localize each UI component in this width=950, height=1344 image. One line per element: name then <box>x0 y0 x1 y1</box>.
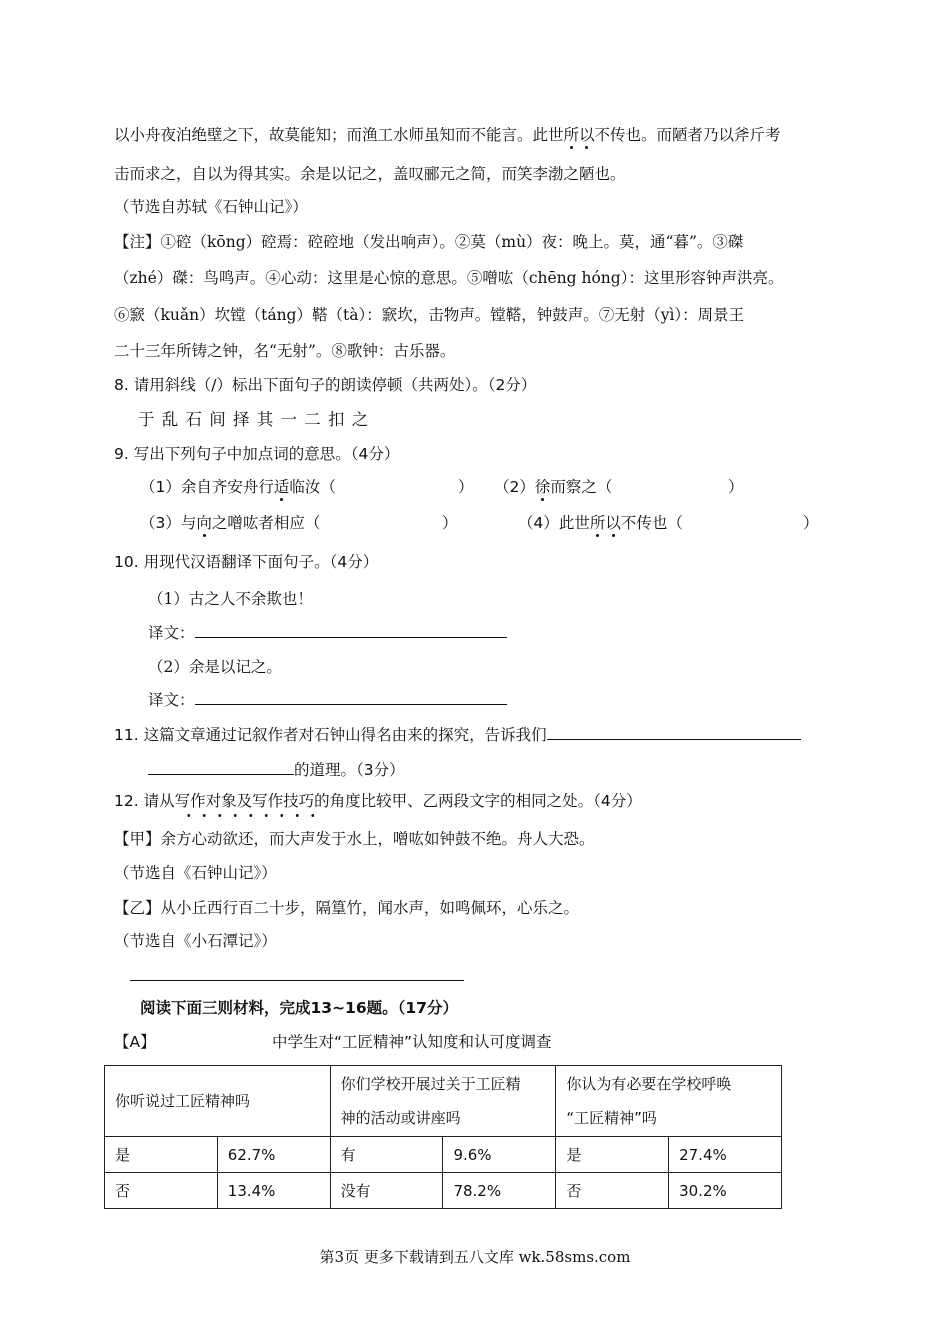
survey-table <box>104 1065 782 1209</box>
dotted-char: 徐 <box>534 478 551 496</box>
dotted-char: 以 <box>605 514 621 532</box>
table-cell: 有 <box>330 1137 443 1173</box>
answer-line[interactable] <box>547 723 801 740</box>
table-cell: 27.4% <box>669 1137 782 1173</box>
table-cell: 30.2% <box>669 1173 782 1209</box>
q9-item-4-close: ） <box>803 514 819 532</box>
note-line-4: 二十三年所铸之钟，名“无射”。⑧歌钟：古乐器。 <box>114 342 456 360</box>
passage-text: 以小舟夜泊绝壁之下，故莫能知；而渔工水师虽知而不能言。此世 <box>114 126 564 144</box>
q10-prompt: 10. 用现代汉语翻译下面句子。（4分） <box>114 553 379 571</box>
note-line-1: 【注】①硿（kōng）硿焉：硿硿地（发出响声）。②莫（mù）夜：晚上。莫，通“暮”。③磔 <box>114 233 744 251</box>
q9-item-text: 不传也（ <box>620 514 683 532</box>
table-header-cell <box>330 1066 556 1137</box>
dotted-char: 所 <box>563 126 580 144</box>
passage-source: （节选自苏轼《石钟山记》） <box>114 198 308 216</box>
passage-text: 不传也。而陋者乃以斧斤考 <box>594 126 781 144</box>
q9-item-text: （2） <box>494 478 535 496</box>
q12-jia: 【甲】余方心动欲还，而大声发于水上，噌吰如钟鼓不绝。舟人大恐。 <box>114 830 595 848</box>
q12-jia-source: （节选自《石钟山记》） <box>114 864 277 882</box>
q10-sentence-1: （1）古之人不余欺也！ <box>148 590 313 608</box>
emphasis-dots <box>175 814 315 817</box>
dotted-char: 向 <box>196 514 212 532</box>
q8-prompt: 8. 请用斜线（/）标出下面句子的朗读停顿（共两处）。（2分） <box>114 376 537 394</box>
translation-label: 译文： <box>148 691 195 709</box>
table-cell: 62.7% <box>217 1137 330 1173</box>
q9-item-4 <box>518 512 683 534</box>
q11-line-2 <box>148 758 405 781</box>
passage-line-2: 击而求之，自以为得其实。余是以记之，盖叹郦元之简，而笑李渤之陋也。 <box>114 165 626 183</box>
q9-item-1-close: ） <box>458 478 474 496</box>
note-line-2: （zhé）磔：鸟鸣声。④心动：这里是心惊的意思。⑤噌吰（chēng hóng）：这里形容钟声洪亮。 <box>114 269 784 287</box>
dotted-phrase <box>175 792 315 810</box>
table-header-cell <box>556 1066 782 1137</box>
table-header-row <box>105 1066 782 1137</box>
table-cell: 否 <box>105 1173 218 1209</box>
table-cell: 否 <box>556 1173 669 1209</box>
q12-yi: 【乙】从小丘西行百二十步，隔篁竹，闻水声，如鸣佩环，心乐之。 <box>114 899 580 917</box>
translation-label: 译文： <box>148 624 195 642</box>
q9-item-2 <box>494 476 612 498</box>
dotted-phrase-text: 写作对象及写作技巧 <box>174 792 315 810</box>
q10-sentence-2: （2）余是以记之。 <box>148 658 282 676</box>
table-cell: 13.4% <box>217 1173 330 1209</box>
q9-prompt: 9. 写出下列句子中加点词的意思。（4分） <box>114 445 400 463</box>
q9-item-text: （1）余自齐安舟行 <box>140 478 274 496</box>
answer-line[interactable] <box>130 980 464 981</box>
q11-prompt <box>114 723 801 746</box>
header-text: 你认为有必要在学校呼唤 <box>566 1075 732 1093</box>
section-heading: 阅读下面三则材料，完成13~16题。（17分） <box>140 999 458 1017</box>
header-text: 你们学校开展过关于工匠精 <box>340 1075 521 1093</box>
answer-line[interactable] <box>148 758 294 775</box>
dotted-char: 所 <box>589 514 606 532</box>
table-cell: 没有 <box>330 1173 443 1209</box>
q12-yi-source: （节选自《小石潭记》） <box>114 932 277 950</box>
answer-line[interactable] <box>195 621 507 638</box>
table-cell: 78.2% <box>443 1173 556 1209</box>
table-row <box>105 1137 782 1173</box>
answer-line[interactable] <box>195 688 507 705</box>
note-line-3: ⑥窾（kuǎn）坎镗（táng）鞳（tà）：窾坎，击物声。镗鞳，钟鼓声。⑦无射（yì）：周景王 <box>114 306 745 324</box>
q11-suffix: 的道理。（3分） <box>294 761 405 779</box>
table-cell: 是 <box>105 1137 218 1173</box>
passage-line-1 <box>114 124 781 146</box>
q12-prompt <box>114 790 642 812</box>
table-row <box>105 1173 782 1209</box>
header-text: 神的活动或讲座吗 <box>340 1109 461 1127</box>
q9-item-3-close: ） <box>442 514 458 532</box>
q12-text: 的角度比较甲、乙两段文字的相同之处。（4分） <box>314 792 642 810</box>
q9-item-3 <box>140 512 320 534</box>
q12-text: 12. 请从 <box>114 792 175 810</box>
dotted-char: 以 <box>579 126 595 144</box>
q9-item-1 <box>140 476 336 498</box>
table-cell: 9.6% <box>443 1137 556 1173</box>
q10-answer-2 <box>148 688 507 711</box>
q9-item-text: 之噌吰者相应（ <box>211 514 321 532</box>
page-footer: 第3页 更多下载请到五八文库 wk.58sms.com <box>319 1248 631 1266</box>
dotted-char: 适 <box>273 478 290 496</box>
q11-text: 11. 这篇文章通过记叙作者对石钟山得名由来的探究，告诉我们 <box>114 726 547 744</box>
material-label-a: 【A】 <box>114 1033 156 1051</box>
q9-item-text: 临汝（ <box>289 478 336 496</box>
q8-sentence: 于 乱 石 间 择 其 一 二 扣 之 <box>138 410 370 429</box>
header-text: “工匠精神”吗 <box>566 1109 657 1127</box>
q9-item-text: 而察之（ <box>550 478 613 496</box>
q9-item-text: （3）与 <box>140 514 197 532</box>
survey-title: 中学生对“工匠精神”认知度和认可度调查 <box>272 1033 552 1051</box>
q10-answer-1 <box>148 621 507 644</box>
table-cell: 是 <box>556 1137 669 1173</box>
table-header-cell: 你听说过工匠精神吗 <box>105 1066 331 1137</box>
q9-item-text: （4）此世 <box>518 514 590 532</box>
q9-item-2-close: ） <box>728 478 744 496</box>
